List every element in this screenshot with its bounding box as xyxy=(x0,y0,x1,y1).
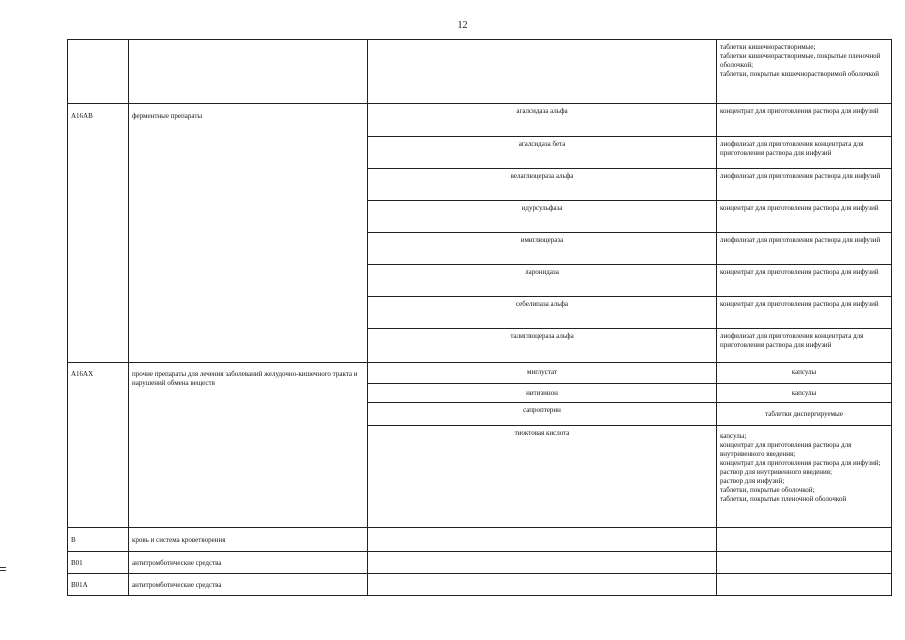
table-row xyxy=(68,552,892,574)
dosage-form-line: раствор для внутривенного введения; xyxy=(720,468,832,476)
page-number: 12 xyxy=(457,20,468,31)
dosage-form-cell: капсулы xyxy=(717,384,892,403)
table-row xyxy=(68,574,892,596)
drug-name-cell: миглустат xyxy=(368,363,717,384)
dosage-form-line: таблетки кишечнорастворимые, покрытые пленочной оболочкой; xyxy=(720,52,881,69)
drug-name-cell: талиглюцераза альфа xyxy=(368,329,717,363)
drug-name-cell: тиоктовая кислота xyxy=(368,426,717,528)
dosage-form-cell: лиофилизат для приготовления раствора для инфузий xyxy=(717,169,892,201)
drug-name-cell: ларонидаза xyxy=(368,265,717,297)
dosage-form-cell: концентрат для приготовления раствора для инфузий xyxy=(717,297,892,329)
dosage-form-cell: концентрат для приготовления раствора для инфузий xyxy=(717,201,892,233)
atc-code-cell: B xyxy=(68,528,129,552)
drug-name-cell: нитизинон xyxy=(368,384,717,403)
dosage-form-line: концентрат для приготовления раствора для внутривенного введения; xyxy=(720,441,852,458)
atc-code-cell: B01 xyxy=(68,552,129,574)
dosage-form-cell: капсулы xyxy=(717,363,892,384)
dosage-form-cell: концентрат для приготовления раствора для инфузий xyxy=(717,104,892,137)
atc-group-cell: прочие препараты для лечения заболеваний желудочно-кишечного тракта и нарушений обмена веществ xyxy=(129,363,368,528)
dosage-form-line: таблетки, покрытые оболочкой; xyxy=(720,486,815,494)
atc-group-cell xyxy=(129,40,368,104)
dosage-form-cell: лиофилизат для приготовления раствора для инфузий xyxy=(717,233,892,265)
dosage-form-cell: концентрат для приготовления раствора для инфузий xyxy=(717,265,892,297)
atc-code-cell xyxy=(68,40,129,104)
table-row xyxy=(68,363,892,384)
table-row xyxy=(68,528,892,552)
atc-code-cell: B01A xyxy=(68,574,129,596)
drug-name-cell xyxy=(368,574,717,596)
dosage-form-cell: таблетки диспергируемые xyxy=(717,403,892,426)
table-row xyxy=(68,104,892,137)
dosage-form-line: капсулы; xyxy=(720,432,747,440)
dosage-form-cell xyxy=(717,426,892,528)
dosage-form-line: таблетки кишечнорастворимые; xyxy=(720,43,816,51)
dosage-form-cell xyxy=(717,40,892,104)
dosage-form-cell xyxy=(717,528,892,552)
dosage-form-cell: лиофилизат для приготовления концентрата для приготовления раствора для инфузий xyxy=(717,329,892,363)
drug-name-cell xyxy=(368,40,717,104)
drug-registry-table xyxy=(67,39,892,596)
dosage-form-line: концентрат для приготовления раствора для инфузий; xyxy=(720,459,881,467)
atc-code-cell: A16AB xyxy=(68,104,129,363)
dosage-form-line: таблетки, покрытые пленочной оболочкой xyxy=(720,495,847,503)
atc-group-cell: антитромботические средства xyxy=(129,552,368,574)
drug-name-cell: сапроптерин xyxy=(368,403,717,426)
atc-group-cell: кровь и система кроветворения xyxy=(129,528,368,552)
dosage-form-line: таблетки, покрытые кишечнорастворимой оболочкой xyxy=(720,70,879,78)
drug-name-cell: имиглюцераза xyxy=(368,233,717,265)
dosage-form-cell xyxy=(717,574,892,596)
dosage-form-cell xyxy=(717,552,892,574)
drug-name-cell xyxy=(368,528,717,552)
drug-name-cell: велаглюцераза альфа xyxy=(368,169,717,201)
drug-name-cell xyxy=(368,552,717,574)
dosage-form-line: раствор для инфузий; xyxy=(720,477,785,485)
dosage-form-cell: лиофилизат для приготовления концентрата для приготовления раствора для инфузий xyxy=(717,137,892,169)
margin-mark xyxy=(0,567,6,571)
drug-name-cell: агалсидаза альфа xyxy=(368,104,717,137)
drug-name-cell: агалсидаза бета xyxy=(368,137,717,169)
atc-group-cell: ферментные препараты xyxy=(129,104,368,363)
drug-name-cell: себелипаза альфа xyxy=(368,297,717,329)
drug-name-cell: идурсульфаза xyxy=(368,201,717,233)
atc-code-cell: A16AX xyxy=(68,363,129,528)
table-row xyxy=(68,40,892,104)
atc-group-cell: антитромботические средства xyxy=(129,574,368,596)
